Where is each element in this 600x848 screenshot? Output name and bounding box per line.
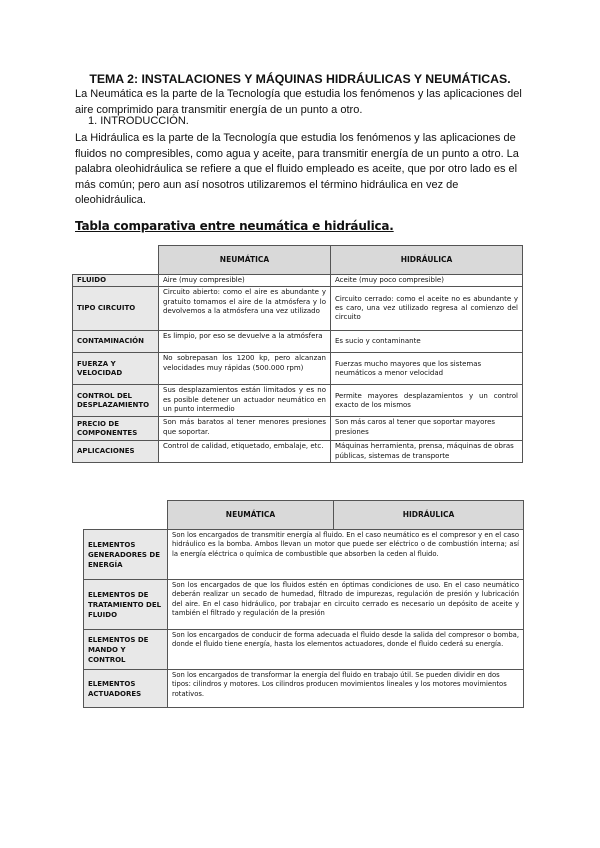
row-label: TIPO CIRCUITO [73,287,159,331]
row-label: ELEMENTOS DE MANDO Y CONTROL [84,630,168,670]
hidraulica-cell: Aceite (muy poco compresible) [331,275,523,287]
row-label: CONTROL DEL DESPLAZAMIENTO [73,385,159,417]
hydraulic-paragraph: La Hidráulica es la parte de la Tecnología que estudia los fenómenos y las aplicaciones de fluidos no compresibles, como agua y aceite, para transmitir energía de un punto a otro. La palabra oleohidráulica se refiere a que el fluido empleado es aceite, que por otro lado es el más común; pero aun así nosotros utilizaremos el término hidráulica en vez de oleohidráulica. [75,132,519,206]
table-header-hidraulica: HIDRÁULICA [334,501,524,530]
description-cell: Son los encargados de transformar la energía del fluido en trabajo útil. Se pueden dividir en dos tipos: cilindros y motores. Los cilindros producen movimientos lineales y los motores movimientos rotativos. [168,670,524,708]
table-header-neumatica: NEUMÁTICA [159,246,331,275]
row-label: CONTAMINACIÓN [73,331,159,353]
table-row [73,441,523,463]
table-row [84,630,524,670]
neumatica-cell: Sus desplazamientos están limitados y es no es posible detener un actuador neumático en un punto intermedio [159,385,331,417]
row-label: APLICACIONES [73,441,159,463]
description-cell: Son los encargados de conducir de forma adecuada el fluido desde la salida del compresor o bomba, donde el fluido tiene energía, hasta los elementos actuadores, donde el fluido cederá su energía. [168,630,524,670]
hidraulica-cell: Máquinas herramienta, prensa, máquinas de obras públicas, sistemas de transporte [331,441,523,463]
table-row [84,670,524,708]
table-row [73,385,523,417]
hidraulica-cell: Son más caros al tener que soportar mayores presiones [331,417,523,441]
table-caption: Tabla comparativa entre neumática e hidráulica. [75,219,394,233]
comparison-table [72,245,523,463]
table-row [84,580,524,630]
table-row [73,417,523,441]
hidraulica-cell: Permite mayores desplazamientos y un control exacto de los mismos [331,385,523,417]
neumatica-cell: Son más baratos al tener menores presiones que soportar. [159,417,331,441]
neumatica-cell: No sobrepasan los 1200 kp, pero alcanzan velocidades muy rápidas (500.000 rpm) [159,353,331,385]
table-header-row [73,246,523,275]
neumatica-cell: Aire (muy compresible) [159,275,331,287]
description-cell: Son los encargados de que los fluidos estén en óptimas condiciones de uso. En el caso neumático deberán realizar un secado de humedad, filtrado de impurezas, regulación de presión y lubricación del aire. En el caso hidráulico, por trabajar en circuito cerrado es necesario un depósito de aceite y también el filtrado y regulación de la presión [168,580,524,630]
table-row [73,287,523,331]
row-label: ELEMENTOS ACTUADORES [84,670,168,708]
elements-table [83,500,524,708]
page-title: TEMA 2: INSTALACIONES Y MÁQUINAS HIDRÁULICAS Y NEUMÁTICAS. [89,72,511,86]
table-header-neumatica: NEUMÁTICA [168,501,334,530]
section-heading: 1. INTRODUCCIÓN. [88,115,189,127]
table-row [73,331,523,353]
description-cell: Son los encargados de transmitir energía al fluido. En el caso neumático es el compresor y en el caso hidráulico es la bomba. Ambos llevan un motor que puede ser eléctrico o de combustión interna; así la energía eléctrica o química de combustible que absorben la ceden al fluido. [168,530,524,580]
row-label: ELEMENTOS GENERADORES DE ENERGÍA [84,530,168,580]
hidraulica-cell: Fuerzas mucho mayores que los sistemas neumáticos a menor velocidad [331,353,523,385]
intro-paragraph: La Neumática es la parte de la Tecnología que estudia los fenómenos y las aplicaciones del aire comprimido para transmitir energía de un punto a otro. [75,88,522,116]
row-label: ELEMENTOS DE TRATAMIENTO DEL FLUIDO [84,580,168,630]
hidraulica-cell: Circuito cerrado: como el aceite no es abundante y es caro, una vez utilizado regresa al comienzo del circuito [331,287,523,331]
table-header-row [84,501,524,530]
table-row [73,353,523,385]
neumatica-cell: Control de calidad, etiquetado, embalaje, etc. [159,441,331,463]
neumatica-cell: Es limpio, por eso se devuelve a la atmósfera [159,331,331,353]
row-label: FUERZA Y VELOCIDAD [73,353,159,385]
neumatica-cell: Circuito abierto: como el aire es abundante y gratuito tomamos el aire de la atmósfera y lo devolvemos a la atmósfera una vez utilizado [159,287,331,331]
table-header-empty [73,246,159,275]
table-row [84,530,524,580]
table-header-hidraulica: HIDRÁULICA [331,246,523,275]
row-label: FLUIDO [73,275,159,287]
row-label: PRECIO DE COMPONENTES [73,417,159,441]
hidraulica-cell: Es sucio y contaminante [331,331,523,353]
table-header-empty [84,501,168,530]
table-row [73,275,523,287]
